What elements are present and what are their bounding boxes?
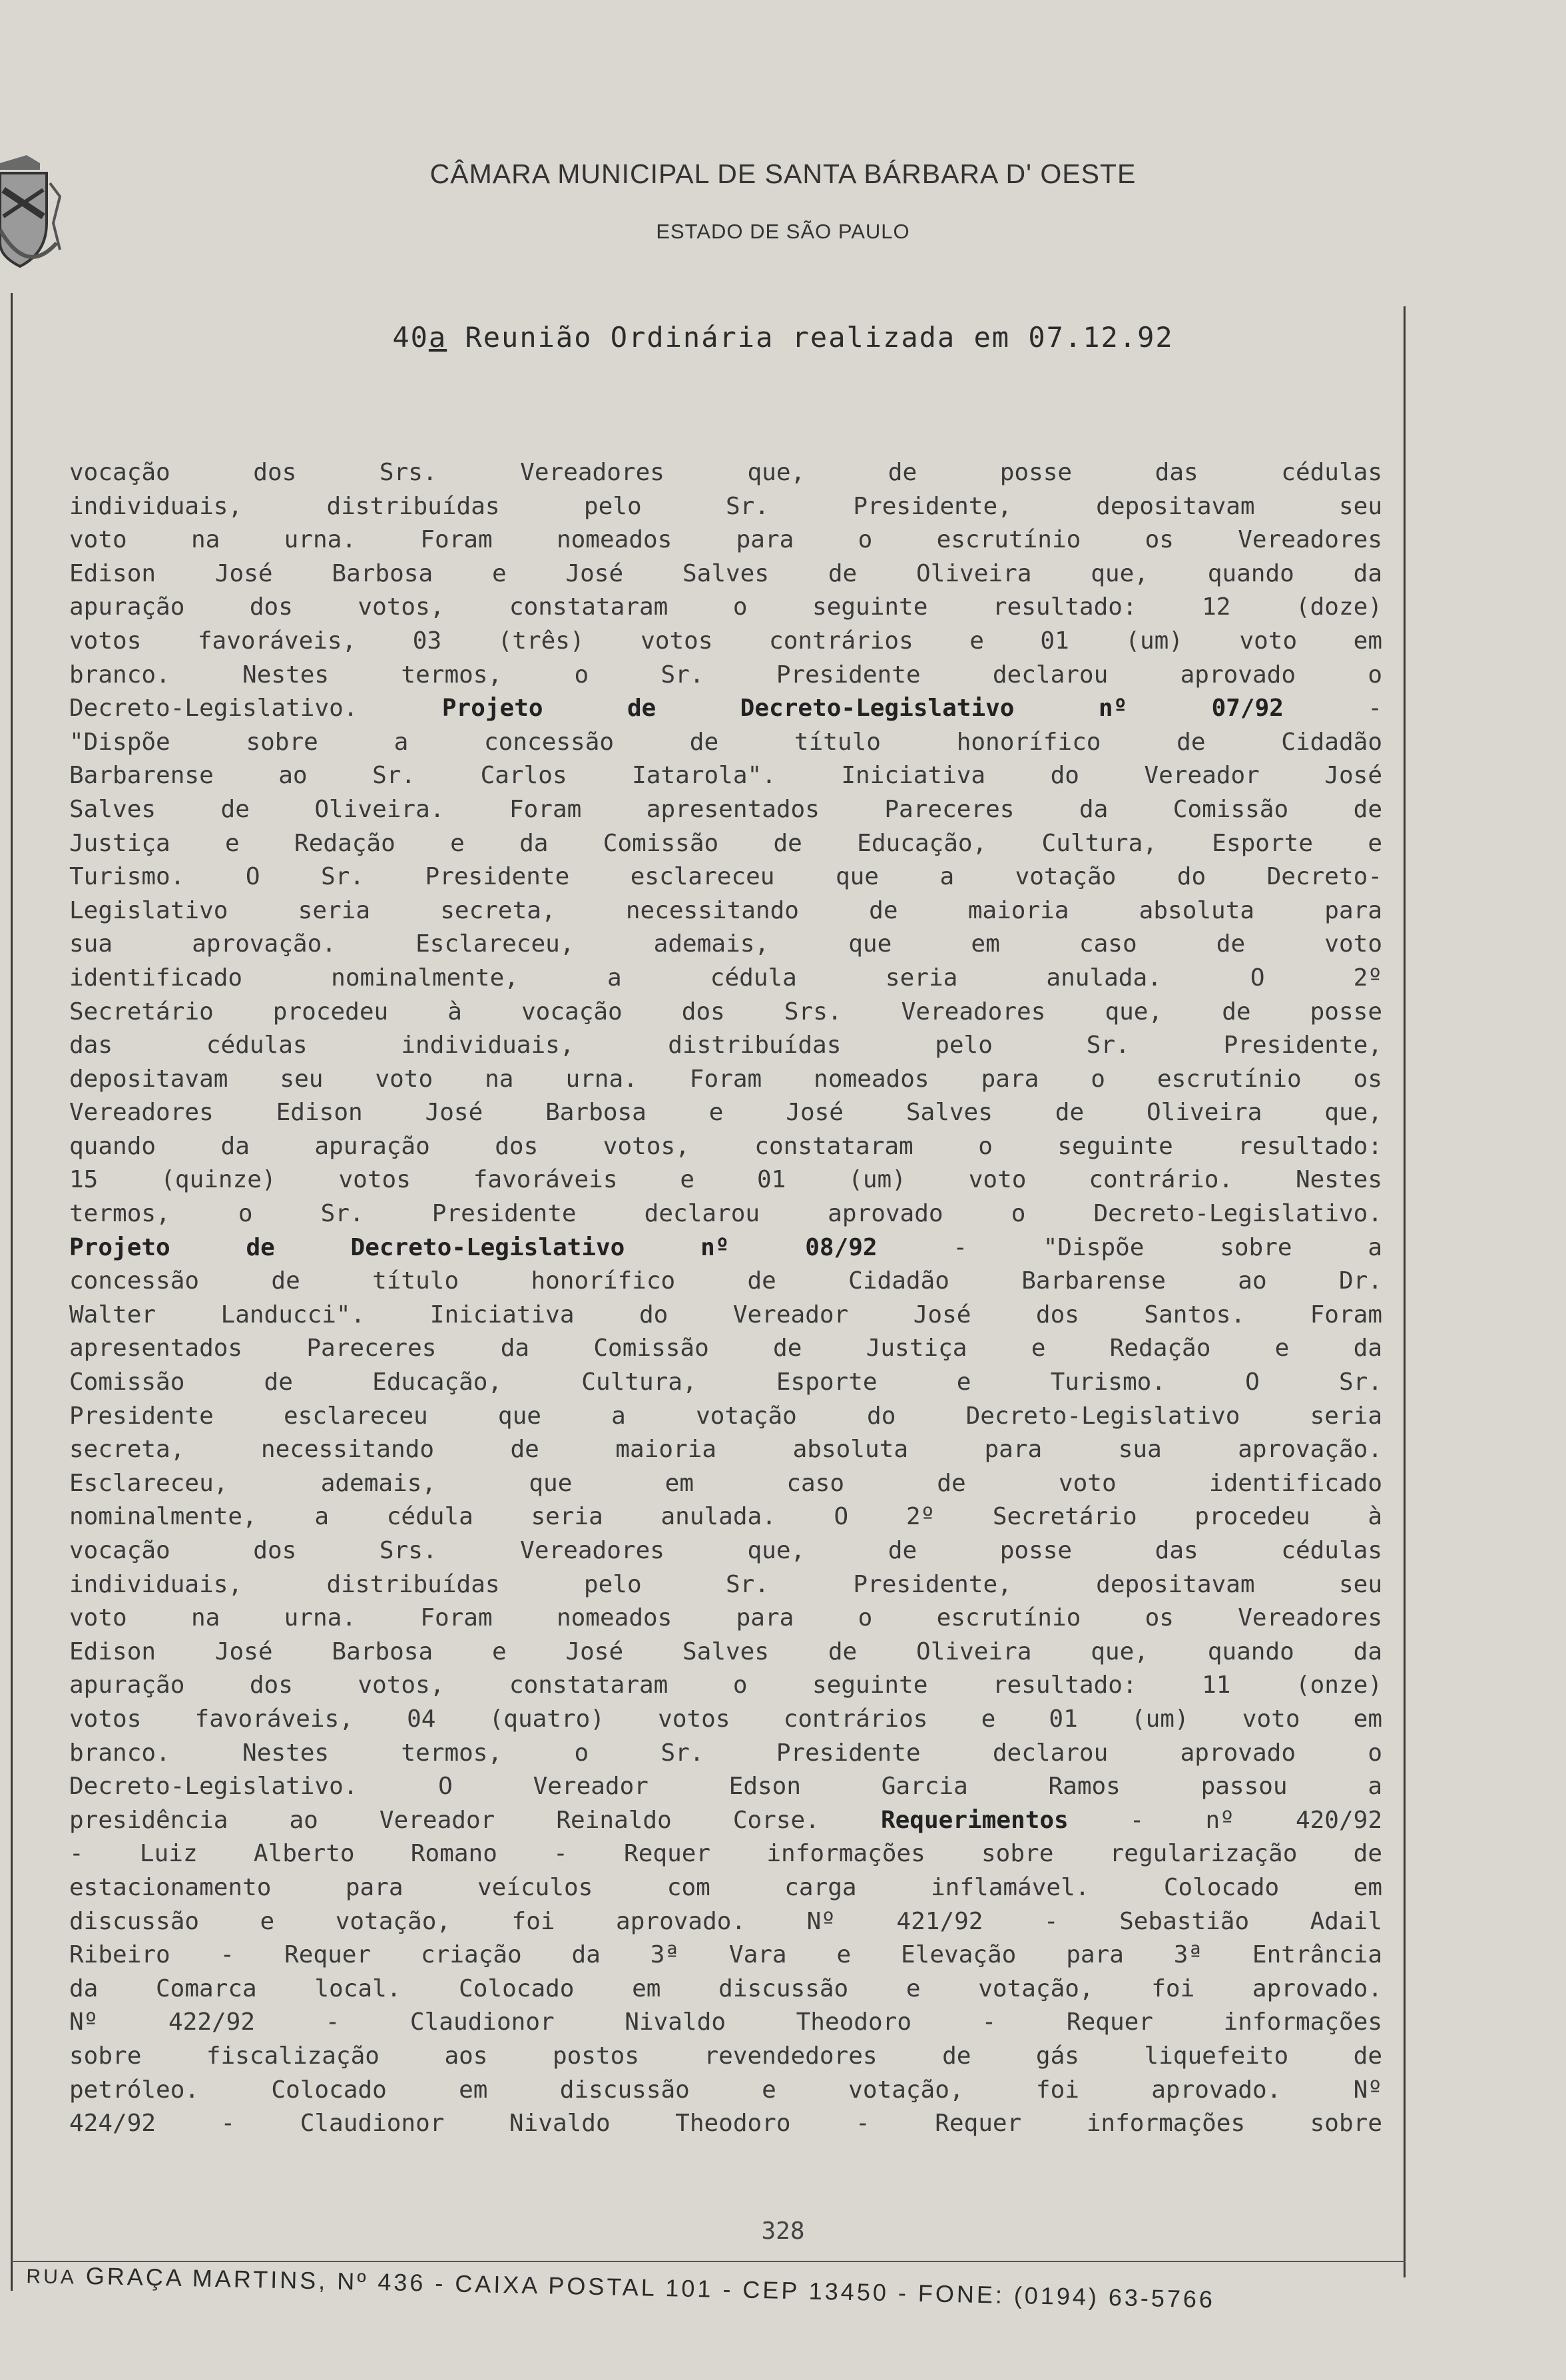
text-line xyxy=(69,1029,1382,1063)
text-line xyxy=(69,962,1382,996)
text-segment: individuais, distribuídas pelo Sr. Presidente, depositavam seu xyxy=(69,492,1382,520)
text-line xyxy=(69,1905,1382,1939)
text-segment: Walter Landucci". Iniciativa do Vereador José dos Santos. Foram xyxy=(69,1301,1382,1329)
text-line xyxy=(69,860,1382,894)
text-segment: Decreto-Legislativo. xyxy=(69,695,442,723)
text-line xyxy=(69,1433,1382,1467)
text-line xyxy=(69,1332,1382,1366)
text-segment: Justiça e Redação e da Comissão de Educação, Cultura, Esporte e xyxy=(69,829,1382,857)
text-line xyxy=(69,1467,1382,1501)
text-segment: sua aprovação. Esclareceu, ademais, que em caso de voto xyxy=(69,930,1382,958)
text-segment: Esclareceu, ademais, que em caso de voto identificado xyxy=(69,1469,1382,1497)
text-line xyxy=(69,759,1382,793)
text-line xyxy=(69,894,1382,928)
right-margin-line xyxy=(1404,306,1406,2277)
text-line xyxy=(69,1636,1382,1669)
footer-address xyxy=(26,2261,1557,2321)
text-line xyxy=(69,1096,1382,1130)
text-line xyxy=(69,490,1382,524)
text-segment: da Comarca local. Colocado em discussão e votação, foi aprovado. xyxy=(69,1974,1382,2002)
text-line xyxy=(69,591,1382,625)
text-segment: secreta, necessitando de maioria absoluta para sua aprovação. xyxy=(69,1436,1382,1464)
text-segment: Edison José Barbosa e José Salves de Oliveira que, quando da xyxy=(69,559,1382,587)
text-line xyxy=(69,2006,1382,2040)
text-segment: Presidente esclareceu que a votação do Decreto-Legislativo seria xyxy=(69,1402,1382,1430)
text-line xyxy=(69,827,1382,861)
text-line xyxy=(69,1299,1382,1333)
text-segment: depositavam seu voto na urna. Foram nomeados para o escrutínio os xyxy=(69,1065,1382,1093)
text-segment: discussão e votação, foi aprovado. Nº 421/92 - Sebastião Adail xyxy=(69,1907,1382,1935)
text-line xyxy=(69,1938,1382,1972)
text-segment: apresentados Pareceres da Comissão de Justiça e Redação e da xyxy=(69,1335,1382,1362)
text-segment: nominalmente, a cédula seria anulada. O 2º Secretário procedeu à xyxy=(69,1503,1382,1531)
text-line xyxy=(69,523,1382,557)
text-line xyxy=(69,1770,1382,1804)
text-segment: Barbarense ao Sr. Carlos Iatarola". Iniciativa do Vereador José xyxy=(69,762,1382,790)
text-segment: Nº 422/92 - Claudionor Nivaldo Theodoro - Requer informações xyxy=(69,2008,1382,2036)
text-line xyxy=(69,726,1382,760)
text-segment: presidência ao Vereador Reinaldo Corse. xyxy=(69,1806,881,1834)
text-segment: identificado nominalmente, a cédula seria anulada. O 2º xyxy=(69,964,1382,992)
text-line xyxy=(69,1400,1382,1434)
text-segment: vocação dos Srs. Vereadores que, de posse das cédulas xyxy=(69,1537,1382,1564)
footer-prefix: RUA xyxy=(26,2265,77,2289)
header-title: CÂMARA MUNICIPAL DE SANTA BÁRBARA D' OESTE xyxy=(429,158,1137,189)
text-segment: 15 (quinze) votos favoráveis e 01 (um) voto contrário. Nestes xyxy=(69,1166,1382,1194)
text-line xyxy=(69,1534,1382,1568)
text-line xyxy=(69,1265,1382,1299)
text-line xyxy=(69,928,1382,962)
text-line xyxy=(69,2107,1382,2141)
text-segment: Turismo. O Sr. Presidente esclareceu que a votação do Decreto- xyxy=(69,863,1382,891)
text-line xyxy=(69,456,1382,490)
text-line xyxy=(69,2074,1382,2108)
session-number: 40 xyxy=(392,321,429,354)
session-rest: Reunião Ordinária realizada em 07.12.92 xyxy=(447,321,1174,354)
text-line xyxy=(69,793,1382,827)
text-line xyxy=(69,1130,1382,1164)
text-line xyxy=(69,1366,1382,1400)
text-segment: Comissão de Educação, Cultura, Esporte e Turismo. O Sr. xyxy=(69,1368,1382,1396)
text-segment: estacionamento para veículos com carga inflamável. Colocado em xyxy=(69,1873,1382,1901)
text-segment: Salves de Oliveira. Foram apresentados Pareceres da Comissão de xyxy=(69,795,1382,823)
text-segment: termos, o Sr. Presidente declarou aprovado o Decreto-Legislativo. xyxy=(69,1200,1382,1228)
text-segment: Edison José Barbosa e José Salves de Oliveira que, quando da xyxy=(69,1637,1382,1665)
text-segment: Vereadores Edison José Barbosa e José Salves de Oliveira que, xyxy=(69,1099,1382,1127)
text-line xyxy=(69,996,1382,1030)
text-segment: sobre fiscalização aos postos revendedores de gás liquefeito de xyxy=(69,2042,1382,2070)
text-line xyxy=(69,1804,1382,1838)
text-line xyxy=(69,1063,1382,1097)
text-segment: - Luiz Alberto Romano - Requer informações sobre regularização de xyxy=(69,1840,1382,1868)
text-segment: das cédulas individuais, distribuídas pelo Sr. Presidente, xyxy=(69,1032,1382,1059)
text-line xyxy=(69,1197,1382,1231)
text-segment: branco. Nestes termos, o Sr. Presidente declarou aprovado o xyxy=(69,661,1382,689)
text-line xyxy=(69,1871,1382,1905)
text-line xyxy=(69,625,1382,659)
text-line xyxy=(69,1669,1382,1703)
text-line xyxy=(69,692,1382,726)
minutes-body-text xyxy=(69,456,1382,2141)
text-segment: quando da apuração dos votos, constataram o seguinte resultado: xyxy=(69,1132,1382,1160)
text-line xyxy=(69,2040,1382,2074)
text-segment: Secretário procedeu à vocação dos Srs. Vereadores que, de posse xyxy=(69,998,1382,1026)
text-segment: voto na urna. Foram nomeados para o escrutínio os Vereadores xyxy=(69,1604,1382,1632)
text-line xyxy=(69,1231,1382,1265)
session-title xyxy=(0,321,1566,354)
bold-heading: Requerimentos xyxy=(880,1806,1069,1834)
text-segment: apuração dos votos, constataram o seguinte resultado: 12 (doze) xyxy=(69,593,1382,621)
page-number: 328 xyxy=(761,2218,805,2245)
text-segment: concessão de título honorífico de Cidadão Barbarense ao Dr. xyxy=(69,1267,1382,1295)
text-segment: votos favoráveis, 04 (quatro) votos contrários e 01 (um) voto em xyxy=(69,1705,1382,1733)
text-line xyxy=(69,1737,1382,1771)
text-line xyxy=(69,1837,1382,1871)
text-segment: - "Dispõe sobre a xyxy=(877,1233,1382,1261)
text-segment: - xyxy=(1283,695,1382,723)
text-line xyxy=(69,1602,1382,1636)
text-segment: - nº 420/92 xyxy=(1068,1806,1382,1834)
text-segment: apuração dos votos, constataram o seguinte resultado: 11 (onze) xyxy=(69,1671,1382,1699)
text-segment: Ribeiro - Requer criação da 3ª Vara e Elevação para 3ª Entrância xyxy=(69,1941,1382,1969)
text-segment: branco. Nestes termos, o Sr. Presidente declarou aprovado o xyxy=(69,1739,1382,1767)
header-subtitle: ESTADO DE SÃO PAULO xyxy=(656,220,910,243)
text-line xyxy=(69,1703,1382,1737)
bold-heading: Projeto de Decreto-Legislativo nº 07/92 xyxy=(441,695,1284,723)
text-line xyxy=(69,659,1382,693)
text-segment: petróleo. Colocado em discussão e votação, foi aprovado. Nº xyxy=(69,2076,1382,2104)
session-ordinal: a xyxy=(428,321,447,354)
text-segment: voto na urna. Foram nomeados para o escrutínio os Vereadores xyxy=(69,526,1382,554)
text-line xyxy=(69,557,1382,591)
text-segment: "Dispõe sobre a concessão de título honorífico de Cidadão xyxy=(69,728,1382,756)
text-line xyxy=(69,1163,1382,1197)
text-line xyxy=(69,1972,1382,2006)
footer-rule xyxy=(11,2261,1406,2262)
bold-heading: Projeto de Decreto-Legislativo nº 08/92 xyxy=(69,1233,878,1261)
text-line xyxy=(69,1500,1382,1534)
footer-address-text: GRAÇA MARTINS, Nº 436 - CAIXA POSTAL 101 - CEP 13450 - FONE: (0194) 63-5766 xyxy=(85,2261,1216,2313)
text-segment: Decreto-Legislativo. O Vereador Edson Garcia Ramos passou a xyxy=(69,1773,1382,1801)
text-segment: 424/92 - Claudionor Nivaldo Theodoro - Requer informações sobre xyxy=(69,2110,1382,2138)
text-segment: individuais, distribuídas pelo Sr. Presidente, depositavam seu xyxy=(69,1570,1382,1598)
text-segment: Legislativo seria secreta, necessitando de maioria absoluta para xyxy=(69,896,1382,924)
text-line xyxy=(69,1568,1382,1602)
text-segment: votos favoráveis, 03 (três) votos contrários e 01 (um) voto em xyxy=(69,627,1382,655)
text-segment: vocação dos Srs. Vereadores que, de posse das cédulas xyxy=(69,459,1382,486)
left-margin-line xyxy=(11,293,13,2291)
